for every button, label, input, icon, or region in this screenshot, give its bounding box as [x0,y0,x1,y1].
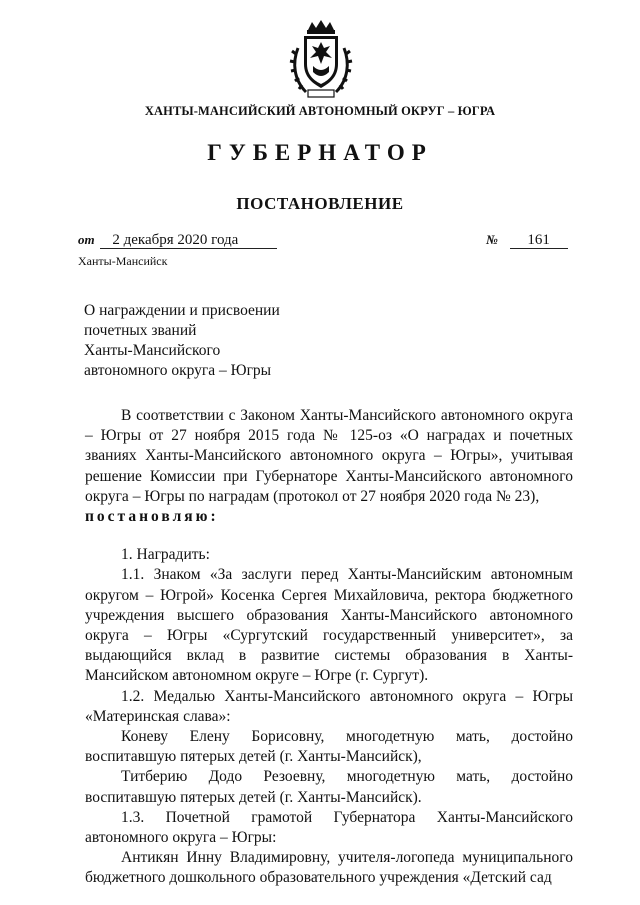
governor-title: ГУБЕРНАТОР [207,140,433,165]
item-1-2: 1.2. Медалью Ханты-Мансийского автономного округа – Югры «Материнская слава»: [85,687,573,725]
subject-line: О награждении и присвоении [84,302,280,319]
date-value: 2 декабря 2020 года [100,232,277,249]
subject-block [84,301,280,381]
preamble-paragraph [85,406,573,527]
subject-line: Ханты-Мансийского [84,342,221,359]
item-1-2-a: Коневу Елену Борисовну, многодетную мать, достойно воспитавшую пятерых детей (г. Ханты-Мансийск), [85,728,573,766]
item-1: 1. Наградить: [121,546,210,564]
coat-of-arms-icon [288,18,354,100]
item-1-3: 1.3. Почетной грамотой Губернатора Ханты-Мансийского автономного округа – Югры: [85,808,573,847]
document-body [85,406,573,889]
resolve-text: постановляю: [85,508,219,526]
number-field [486,232,568,249]
subject-line: почетных званий [84,322,197,339]
date-field [78,232,277,249]
subject-line: автономного округа – Югры [84,362,272,379]
item-1-2-b: Титберию Додо Резоевну, многодетную мать, достойно воспитавшую пятерых детей (г. Ханты-Мансийск). [85,768,573,806]
date-prefix: от [78,232,95,247]
item-1-1: 1.1. Знаком «За заслуги перед Ханты-Мансийским автономным округом – Югрой» Косенка Сергея Михайловича, ректора бюджетного учреждения высшего образования Ханты-Мансийского автономного округа – Югры «Сургутский государственный университет», за выдающийся вклад в развитие системы образования в Ханты-Мансийском автономном округе – Югре (г. Сургут). [85,566,573,685]
number-prefix: № [486,232,498,247]
document-type: ПОСТАНОВЛЕНИЕ [236,194,404,213]
region-title: ХАНТЫ-МАНСИЙСКИЙ АВТОНОМНЫЙ ОКРУГ – ЮГРА [144,104,496,118]
item-1-3-a: Антикян Инну Владимировну, учителя-логопеда муниципального бюджетного дошкольного образовательного учреждения «Детский сад [85,849,573,887]
city: Ханты-Мансийск [78,254,168,268]
preamble-text: В соответствии с Законом Ханты-Мансийского автономного округа – Югры от 27 ноября 2015 года № 125-оз «О наградах и почетных званиях Ханты-Мансийского автономного округа – Югры», учитывая решение Комиссии при Губернаторе Ханты-Мансийского автономного округа – Югры по наградам (протокол от 27 ноября 2020 года № 23), [85,407,573,505]
number-value: 161 [510,232,568,249]
